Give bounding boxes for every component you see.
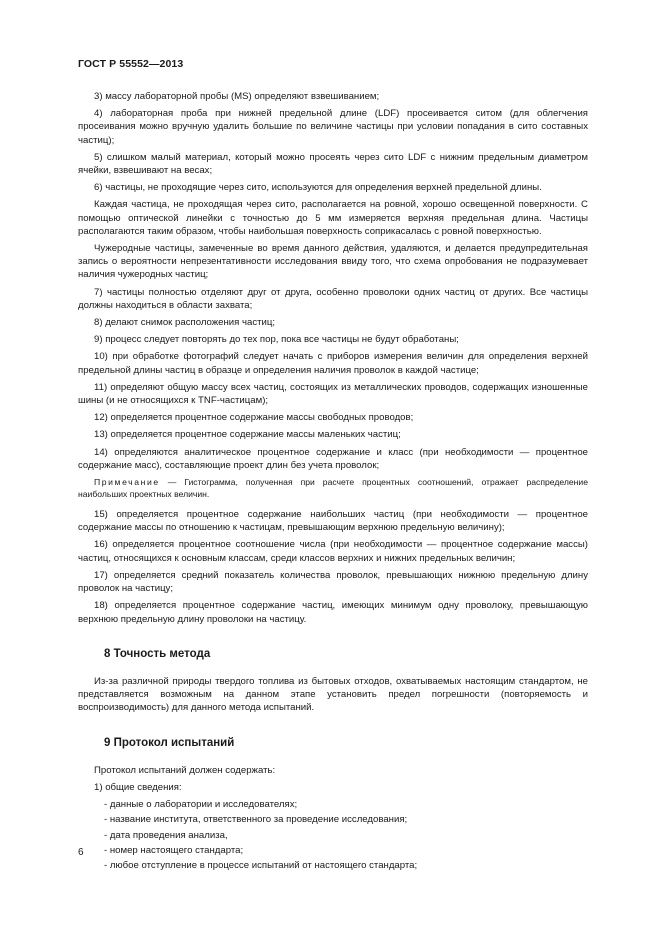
paragraph: 11) определяют общую массу всех частиц, состоящих из металлических проводов, содержащих изношенные шины (и не относящихся к TNF-частицам); <box>78 381 588 407</box>
list-item: - данные о лаборатории и исследователях; <box>104 799 298 811</box>
section-8-heading: 8 Точность метода <box>104 647 211 660</box>
document-header: ГОСТ Р 55552—2013 <box>78 58 184 70</box>
section-9-intro: Протокол испытаний должен содержать: <box>94 764 276 776</box>
paragraph: 13) определяется процентное содержание массы маленьких частиц; <box>94 429 401 441</box>
section-9-sub: 1) общие сведения: <box>94 781 182 793</box>
paragraph: 14) определяются аналитическое процентное содержание и класс (при необходимости — процентное содержание масс), составляющие проект длин без учета проволок; <box>78 446 588 471</box>
paragraph: 18) определяется процентное содержание частиц, имеющих минимум одну проволоку, превышающую верхнюю предельную длину проволоки на частицу. <box>78 600 588 625</box>
section-8-text: Из-за различной природы твердого топлива из бытовых отходов, охватываемых настоящим стандартом, не представляется возможным на данном этапе установить предел погрешности (повторяемость и воспроизводимость) для данного метода испытаний. <box>78 675 588 714</box>
document-body <box>78 90 588 874</box>
paragraph: 17) определяется средний показатель количества проволок, превышающих нижнюю предельную длину проволок на частицу; <box>78 569 588 595</box>
list-item: - название института, ответственного за проведение исследования; <box>104 814 408 826</box>
note <box>78 476 588 500</box>
paragraph: 16) определяется процентное соотношение числа (при необходимости — процентное содержание массы) частиц, относящихся к основным классам, среди классов верхних и нижних предельных величин; <box>78 539 588 564</box>
paragraph: 4) лабораторная проба при нижней предельной длине (LDF) просеивается ситом (для облегчения просеивания можно вручную удалить большие по величине частицы при условии попадания в сито составных частиц); <box>78 108 588 146</box>
paragraph: 12) определяется процентное содержание массы свободных проводов; <box>94 412 414 424</box>
list-item: - номер настоящего стандарта; <box>104 844 244 856</box>
paragraph: 8) делают снимок расположения частиц; <box>94 317 276 329</box>
section-9-list <box>78 798 588 872</box>
list-item: - любое отступление в процессе испытаний от настоящего стандарта; <box>104 859 418 871</box>
paragraph: 3) массу лабораторной пробы (MS) определяют взвешиванием; <box>94 91 380 102</box>
section-9-heading: 9 Протокол испытаний <box>104 736 235 749</box>
list-item: - дата проведения анализа, <box>104 829 228 841</box>
note-label: Примечание <box>94 477 160 488</box>
paragraph: 10) при обработке фотографий следует начать с приборов измерения величин для определения верхней предельной длины частиц в образце и определения наличия проволок в каждой частице; <box>78 351 588 376</box>
paragraph: Каждая частица, не проходящая через сито, располагается на ровной, хорошо освещенной поверхности. С помощью оптической линейки с точностью до 5 мм измеряется верхняя предельная длина. Частицы располагаются таким образом, чтобы наибольшая поверхность соприкасалась с ровной поверхностью. <box>78 199 588 237</box>
paragraph: 15) определяется процентное содержание наибольших частиц (при необходимости — процентное содержание массы по отношению к частицам, превышающим верхнюю предельную величину); <box>78 509 588 534</box>
paragraph: Чужеродные частицы, замеченные во время данного действия, удаляются, и делается предупредительная запись о вероятности непрезентативности исследования ввиду того, что схема опробования не подразумевает наличия чужеродных частиц; <box>78 243 588 281</box>
note-text: — Гистограмма, полученная при расчете процентных соотношений, отражает распределение наибольших проектных величин. <box>78 477 588 500</box>
paragraph: 6) частицы, не проходящие через сито, используются для определения верхней предельной длины. <box>94 182 542 194</box>
page-number: 6 <box>78 847 84 858</box>
paragraph: 5) слишком малый материал, который можно просеять через сито LDF с нижним предельным диаметром ячейки, взвешивают на весах; <box>78 151 588 177</box>
paragraph: 7) частицы полностью отделяют друг от друга, особенно проволоки одних частиц от других. Все частицы должны находиться в области захвата; <box>78 286 588 311</box>
paragraph: 9) процесс следует повторять до тех пор, пока все частицы не будут обработаны; <box>94 334 459 346</box>
